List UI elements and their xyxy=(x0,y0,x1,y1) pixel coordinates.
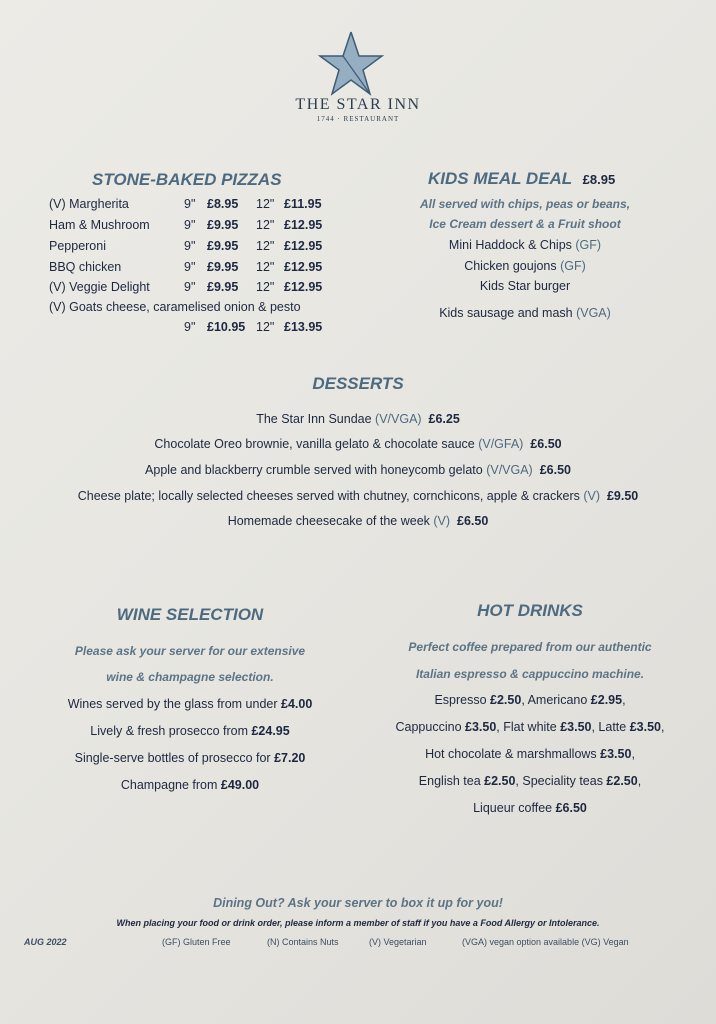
allergy-note: When placing your food or drink order, please inform a member of staff if you have a Food Allergy or Intolerance. xyxy=(116,918,600,928)
wine-item-name: Wines served by the glass from under xyxy=(67,697,281,711)
kids-item-code: (GF) xyxy=(575,238,602,252)
dessert-price: £6.50 xyxy=(530,437,562,451)
wine-desc-1: Please ask your server for our extensive xyxy=(74,644,306,658)
drink-name: Hot chocolate & marshmallows xyxy=(425,747,601,761)
price-12: £12.95 xyxy=(284,280,323,294)
legend-v: (V) Vegetarian xyxy=(369,937,427,947)
kids-desc-2: Ice Cream dessert & a Fruit shoot xyxy=(429,217,621,231)
star-icon xyxy=(318,30,384,96)
hot-desc-2: Italian espresso & cappuccino machine. xyxy=(415,667,645,681)
separator: , xyxy=(622,693,626,707)
restaurant-name: THE STAR INN xyxy=(295,96,421,113)
dessert-name: Cheese plate; locally selected cheeses served with chutney, cornchicons, apple & crackers xyxy=(77,489,584,503)
pizza-name: (V) Margherita xyxy=(49,197,129,211)
kids-item-name: Chicken goujons xyxy=(464,259,561,273)
size-9: 9" xyxy=(184,239,196,253)
size-12: 12" xyxy=(256,320,275,334)
drink-price: £2.50 xyxy=(490,693,522,707)
price-12: £13.95 xyxy=(284,320,323,334)
pizza-special-name: (V) Goats cheese, caramelised onion & pesto xyxy=(49,300,301,314)
price-9: £9.95 xyxy=(207,239,239,253)
size-9: 9" xyxy=(184,260,196,274)
dessert-price: £6.25 xyxy=(428,412,460,426)
wine-item xyxy=(40,724,340,738)
pizza-name: BBQ chicken xyxy=(49,260,122,274)
drink-name: , Flat white xyxy=(496,720,561,734)
box-it-up-note: Dining Out? Ask your server to box it up for you! xyxy=(213,896,503,910)
price-9: £9.95 xyxy=(207,218,239,232)
hot-desc-1: Perfect coffee prepared from our authentic xyxy=(408,640,652,654)
size-9: 9" xyxy=(184,280,196,294)
wine-item xyxy=(40,778,340,792)
dessert-item xyxy=(0,412,716,426)
wine-item-name: Lively & fresh prosecco from xyxy=(90,724,252,738)
kids-item-name: Kids Star burger xyxy=(479,279,571,293)
drink-price: £3.50 xyxy=(465,720,497,734)
price-12: £12.95 xyxy=(284,218,323,232)
wine-desc-2: wine & champagne selection. xyxy=(106,670,274,684)
dessert-code: (V) xyxy=(433,514,451,528)
drink-price: £3.50 xyxy=(600,747,632,761)
wine-item-name: Single-serve bottles of prosecco for xyxy=(74,751,275,765)
drink-name: , Americano xyxy=(521,693,591,707)
dessert-code: (V) xyxy=(583,489,601,503)
kids-item xyxy=(380,259,670,273)
drink-price: £2.50 xyxy=(606,774,638,788)
wine-title: WINE SELECTION xyxy=(116,605,264,624)
kids-header xyxy=(428,169,615,189)
legend-vga-vg: (VGA) vegan option available (VG) Vegan xyxy=(462,937,629,947)
wine-item-price: £7.20 xyxy=(274,751,306,765)
drink-name: Cappuccino xyxy=(395,720,465,734)
restaurant-subtitle: 1744 · RESTAURANT xyxy=(316,115,400,123)
hot-line xyxy=(360,720,700,734)
hot-line xyxy=(370,693,690,707)
kids-item xyxy=(380,306,670,320)
wine-item-price: £4.00 xyxy=(281,697,313,711)
kids-item-code: (GF) xyxy=(560,259,586,273)
price-9: £10.95 xyxy=(207,320,246,334)
size-12: 12" xyxy=(256,218,275,232)
wine-item xyxy=(40,751,340,765)
separator: , xyxy=(637,774,642,788)
dessert-price: £9.50 xyxy=(606,489,639,503)
drink-name: English tea xyxy=(418,774,485,788)
size-12: 12" xyxy=(256,239,275,253)
dessert-name: Apple and blackberry crumble served with honeycomb gelato xyxy=(145,463,487,477)
size-12: 12" xyxy=(256,280,275,294)
wine-item xyxy=(40,697,340,711)
size-9: 9" xyxy=(184,218,196,232)
kids-item xyxy=(380,279,670,293)
kids-title: KIDS MEAL DEAL xyxy=(428,169,573,188)
dessert-item xyxy=(0,463,716,477)
dessert-name: The Star Inn Sundae xyxy=(256,412,376,426)
pizza-name: (V) Veggie Delight xyxy=(49,280,150,294)
size-9: 9" xyxy=(184,320,196,334)
dessert-price: £6.50 xyxy=(457,514,489,528)
price-9: £9.95 xyxy=(207,260,239,274)
drink-name: Liqueur coffee xyxy=(473,801,556,815)
dessert-name: Chocolate Oreo brownie, vanilla gelato & chocolate sauce xyxy=(154,437,479,451)
menu-date: AUG 2022 xyxy=(24,937,67,947)
price-12: £12.95 xyxy=(284,260,323,274)
price-9: £9.95 xyxy=(207,280,239,294)
legend-gf: (GF) Gluten Free xyxy=(162,937,231,947)
drink-name: Espresso xyxy=(434,693,491,707)
drink-price: £3.50 xyxy=(629,720,661,734)
separator: , xyxy=(631,747,635,761)
dessert-name: Homemade cheesecake of the week xyxy=(227,514,434,528)
pizza-name: Pepperoni xyxy=(49,239,106,253)
hot-line xyxy=(370,774,690,788)
drink-price: £2.50 xyxy=(484,774,516,788)
drink-price: £3.50 xyxy=(560,720,592,734)
pizza-name: Ham & Mushroom xyxy=(49,218,150,232)
kids-price: £8.95 xyxy=(582,172,616,187)
dessert-item xyxy=(0,489,716,503)
hot-drinks-title: HOT DRINKS xyxy=(477,601,583,620)
wine-item-price: £49.00 xyxy=(220,778,260,792)
kids-desc-1: All served with chips, peas or beans, xyxy=(419,197,631,211)
dessert-price: £6.50 xyxy=(539,463,571,477)
dessert-code: (V/GFA) xyxy=(478,437,524,451)
pizzas-title: STONE-BAKED PIZZAS xyxy=(92,170,282,189)
size-12: 12" xyxy=(256,197,275,211)
dessert-code: (V/VGA) xyxy=(375,412,422,426)
hot-line xyxy=(370,747,690,761)
drink-price: £2.95 xyxy=(590,693,623,707)
dessert-item xyxy=(0,514,716,528)
wine-item-price: £24.95 xyxy=(251,724,290,738)
size-9: 9" xyxy=(184,197,196,211)
price-12: £12.95 xyxy=(284,239,323,253)
drink-name: , Speciality teas xyxy=(515,774,607,788)
drink-price: £6.50 xyxy=(555,801,587,815)
size-12: 12" xyxy=(256,260,275,274)
dessert-item xyxy=(0,437,716,451)
separator: , xyxy=(661,720,665,734)
dessert-code: (V/VGA) xyxy=(486,463,533,477)
kids-item xyxy=(380,238,670,252)
kids-item-name: Mini Haddock & Chips xyxy=(448,238,576,252)
drink-name: , Latte xyxy=(591,720,630,734)
legend-n: (N) Contains Nuts xyxy=(267,937,339,947)
kids-item-code: (VGA) xyxy=(576,306,611,320)
wine-item-name: Champagne from xyxy=(120,778,221,792)
price-12: £11.95 xyxy=(284,197,322,211)
kids-item-name: Kids sausage and mash xyxy=(439,306,577,320)
hot-line xyxy=(370,801,690,815)
desserts-title: DESSERTS xyxy=(312,374,404,393)
price-9: £8.95 xyxy=(207,197,239,211)
